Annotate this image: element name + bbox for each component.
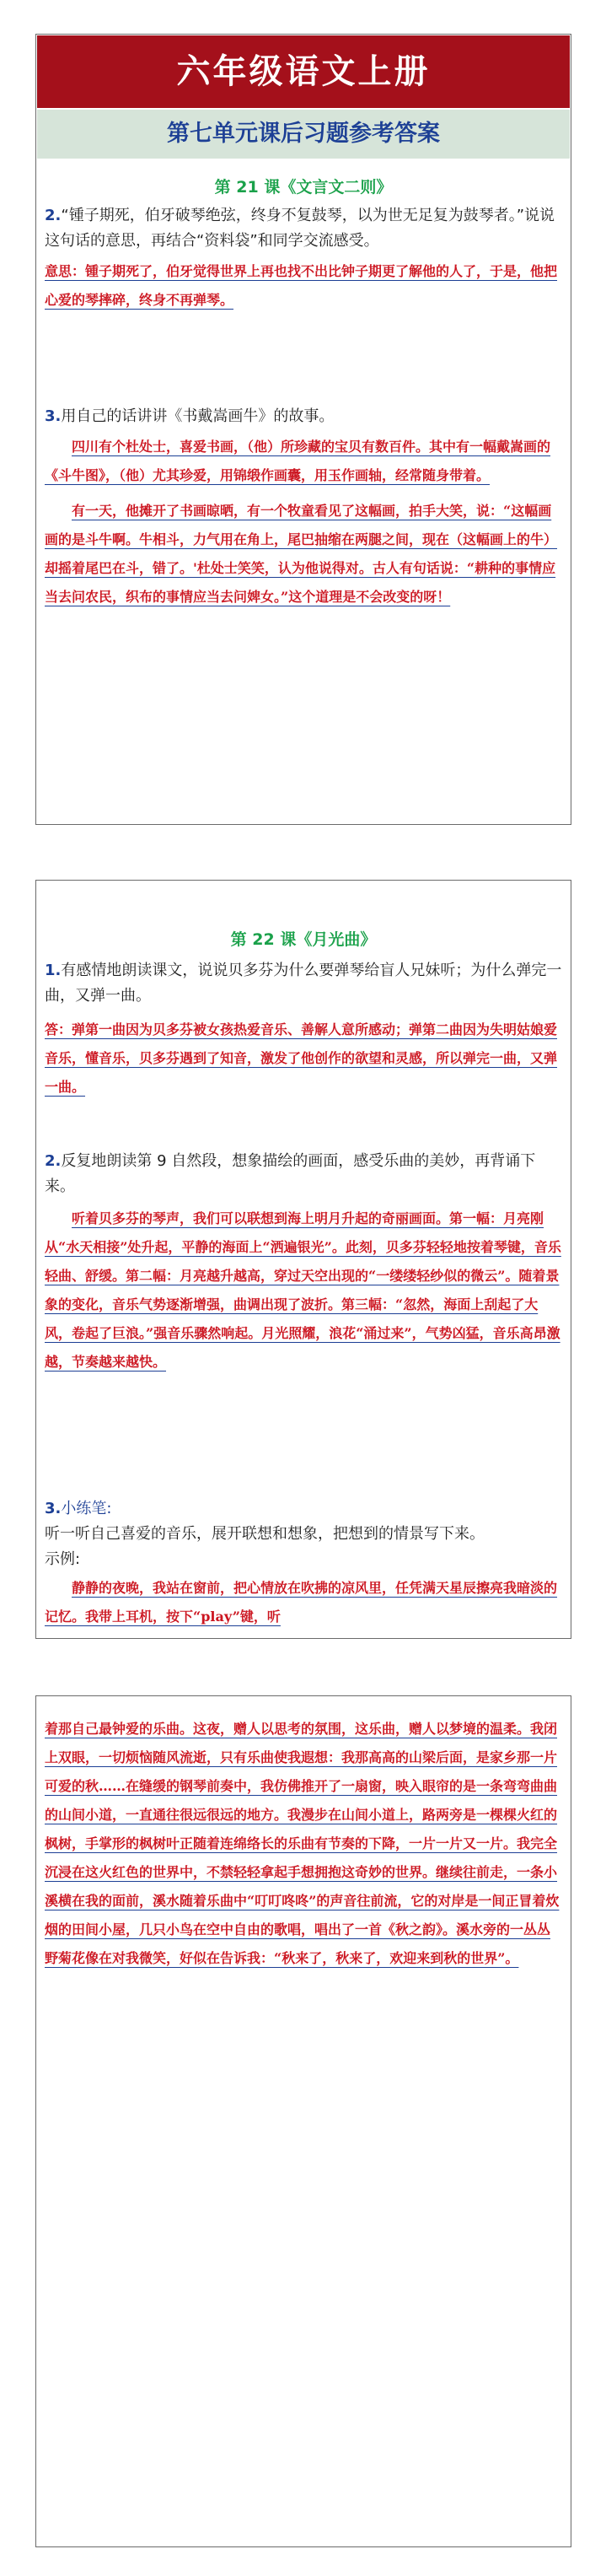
question-label: 小练笔: [61,1500,112,1517]
question-text: 2.反复地朗读第 9 自然段，想象描绘的画面，感受乐曲的美妙，再背诵下来。 [45,1152,536,1195]
answer-paragraph-1: 四川有个杜处士，喜爱书画，（他）所珍藏的宝贝有数百件。其中有一幅戴嵩画的《斗牛图》，（他）尤其珍爱，用锦缎作画囊，用玉作画轴，经常随身带着。 [45,439,551,483]
answer-text: 意思：锺子期死了，伯牙觉得世界上再也找不出比钟子期更了解他的人了，于是，他把心爱的琴摔碎，终身不再弹琴。 [45,263,558,308]
example-label: 示例: [45,1550,81,1568]
lesson-22-title: 第 22 课《月光曲》 [230,930,377,949]
example-text-continued: 着那自己最钟爱的乐曲。这夜，赠人以思考的氛围，这乐曲，赠人以梦境的温柔。我闭上双眼，一切烦恼随风流逝，只有乐曲使我遐想：我那高高的山梁后面，是家乡那一片可爱的秋……在缝缓的钢琴前奏中，我仿佛推开了一扇窗，映入眼帘的是一条弯弯曲曲的山间小道，一直通往很远很远的地方。我漫步在山间小道上，路两旁是一棵棵火红的枫树，手掌形的枫树叶正随着连绵络长的乐曲有节奏的下降，一片一片又一片。我完全沉浸在这火红色的世界中，不禁轻轻拿起手想拥抱这奇妙的世界。继续往前走，一条小溪横在我的面前，溪水随着乐曲中“叮叮咚咚”的声音往前流，它的对岸是一间正冒着炊烟的田间小屋，几只小鸟在空中自由的歌唱，唱出了一首《秋之韵》。溪水旁的一丛丛野菊花像在对我微笑，好似在告诉我：“秋来了，秋来了，欢迎来到秋的世界”。 [45,1721,560,1966]
lesson-21-title: 第 21 课《文言文二则》 [214,178,393,197]
question-number: 1. [45,962,62,979]
page-title: 六年级语文上册 [37,35,570,108]
lesson-22-q3 [45,1496,562,1631]
example-text-start: 静静的夜晚，我站在窗前，把心情放在吹拂的凉风里，任凭满天星辰擦亮我暗淡的记忆。我带上耳机，按下“play”键，听 [45,1580,558,1625]
question-number: 2. [45,207,62,224]
answer-card-3 [35,1695,571,2547]
question-text: 2.“锺子期死，伯牙破琴绝弦，终身不复鼓琴，以为世无足复为鼓琴者。”说说这句话的意思，再结合“资料袋”和同学交流感受。 [45,207,555,250]
question-number: 3. [45,1500,62,1517]
page-subtitle: 第七单元课后习题参考答案 [37,110,570,159]
question-text: 3.用自己的话讲讲《书戴嵩画牛》的故事。 [45,407,335,425]
question-number: 3. [45,407,62,425]
lesson-22-q1 [45,958,562,1102]
question-text: 1.有感情地朗读课文，说说贝多芬为什么要弹琴给盲人兄妹听；为什么弹完一曲，又弹一曲。 [45,962,562,1005]
answer-text: 答：弹第一曲因为贝多芬被女孩热爱音乐、善解人意所感动；弹第二曲因为失明姑娘爱音乐，懂音乐，贝多芬遇到了知音，激发了他创作的欲望和灵感，所以弹完一曲，又弹一曲。 [45,1021,558,1095]
answer-text: 听着贝多芬的琴声，我们可以联想到海上明月升起的奇丽画面。第一幅：月亮刚从“水天相接”处升起，平静的海面上“洒遍银光”。此刻，贝多芬轻轻地按着琴键，音乐轻曲、舒缓。第二幅：月亮越升越高，穿过天空出现的“一缕缕轻纱似的微云”。随着景象的变化，音乐气势逐渐增强，曲调出现了波折。第三幅：“忽然，海面上刮起了大风，卷起了巨浪。”强音乐骤然响起。月光照耀，浪花“涌过来”，气势凶猛，音乐高昂激越，节奏越来越快。 [45,1210,561,1370]
example-continuation [45,1715,562,1973]
question-text [45,1496,562,1522]
lesson-21-q3 [45,404,562,612]
answer-card-1 [35,34,571,825]
question-number: 2. [45,1152,62,1170]
writing-prompt: 听一听自己喜爱的音乐，展开联想和想象，把想到的情景写下来。 [45,1525,485,1543]
lesson-22-q2 [45,1149,562,1377]
answer-paragraph-2: 有一天，他摊开了书画晾晒，有一个牧童看见了这幅画，拍手大笑，说：“这幅画画的是斗牛啊。牛相斗，力气用在角上，尾巴抽缩在两腿之间，现在（这幅画上的牛）却摇着尾巴在斗，错了。'杜处士笑笑，认为他说得对。古人有句话说：“耕种的事情应当去问农民，织布的事情应当去问婢女。”这个道理是不会改变的呀！ [45,503,558,605]
answer-card-2 [35,880,571,1639]
lesson-21-q2 [45,203,562,315]
